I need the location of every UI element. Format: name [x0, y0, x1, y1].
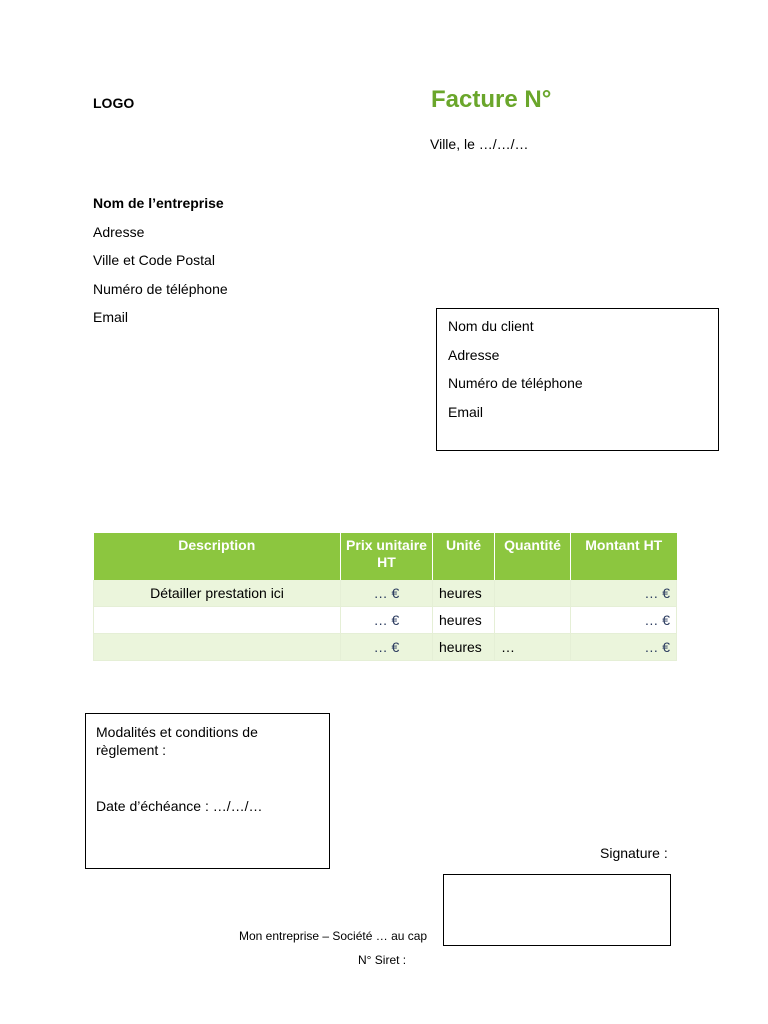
invoice-items-table [93, 533, 677, 661]
cell-description [94, 634, 341, 661]
place-date-line: Ville, le …/…/… [430, 136, 529, 152]
cell-unit: heures [433, 607, 495, 634]
cell-quantity [495, 607, 571, 634]
client-email: Email [448, 403, 484, 420]
due-date: Date d’échéance : …/…/… [96, 798, 263, 814]
cell-amount: … € [571, 634, 677, 661]
cell-unit-price: … € [341, 580, 433, 607]
invoice-title: Facture N° [431, 86, 552, 113]
company-email: Email [93, 309, 129, 325]
table-row [94, 634, 677, 661]
col-header-unit-price: Prix unitaire HT [341, 533, 433, 580]
table-header-row [94, 533, 677, 580]
cell-quantity [495, 580, 571, 607]
payment-conditions: Modalités et conditions de règlement : [96, 724, 258, 758]
signature-label: Signature : [600, 845, 668, 861]
client-phone: Numéro de téléphone [448, 375, 583, 391]
cell-amount: … € [571, 580, 677, 607]
cell-unit-price: … € [341, 634, 433, 661]
col-header-description: Description [94, 533, 341, 580]
company-phone: Numéro de téléphone [93, 280, 228, 297]
company-name: Nom de l’entreprise [93, 195, 224, 211]
signature-box[interactable] [443, 874, 671, 946]
payment-terms-box [85, 713, 330, 869]
client-address: Adresse [448, 346, 500, 363]
footer-company-line: Mon entreprise – Société … au cap [239, 929, 428, 943]
cell-quantity: … [495, 634, 571, 661]
cell-unit: heures [433, 580, 495, 607]
footer-siret: N° Siret : [358, 953, 407, 967]
company-info [93, 195, 228, 338]
cell-amount: … € [571, 607, 677, 634]
logo-placeholder: LOGO [93, 95, 135, 111]
col-header-unit: Unité [433, 533, 495, 580]
company-city-zip: Ville et Code Postal [93, 252, 215, 268]
cell-unit-price: … € [341, 607, 433, 634]
client-box [436, 308, 719, 451]
col-header-amount: Montant HT [571, 533, 677, 580]
cell-description: Détailler prestation ici [94, 580, 341, 607]
company-address: Adresse [93, 223, 145, 240]
col-header-quantity: Quantité [495, 533, 571, 580]
table-row [94, 607, 677, 634]
client-name: Nom du client [448, 318, 534, 334]
table-row [94, 580, 677, 607]
cell-unit: heures [433, 634, 495, 661]
cell-description [94, 607, 341, 634]
